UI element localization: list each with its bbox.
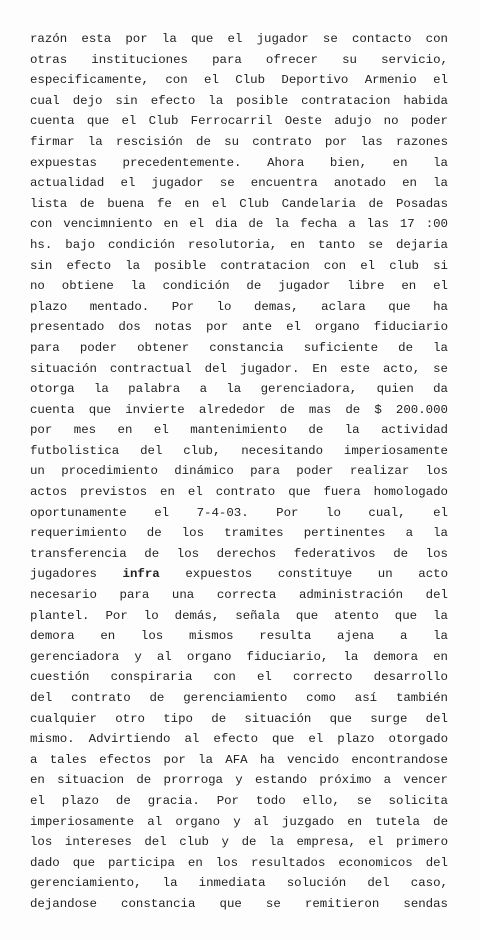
text-line: dejandose constancia que se remitieron sendas xyxy=(30,896,448,911)
text-line: los intereses del club y de la empresa, el primero xyxy=(30,835,448,850)
text-line: requerimiento de los tramites pertinentes a la xyxy=(30,526,448,541)
text-line: presentado dos notas por ante el organo fiduciario xyxy=(30,320,448,335)
text-line: plazo mentado. Por lo demas, aclara que ha xyxy=(30,299,448,314)
text-line-with-bold xyxy=(30,564,448,585)
text-line: especificamente, con el Club Deportivo Armenio el xyxy=(30,73,448,88)
text-line: para poder obtener constancia suficiente de la xyxy=(30,340,448,355)
text-line: razón esta por la que el jugador se contacto con xyxy=(30,32,448,46)
text-line: gerenciadora y al organo fiduciario, la demora en xyxy=(30,649,448,664)
text-line: actos previstos en el contrato que fuera homologado xyxy=(30,485,448,500)
text-line: situación contractual del jugador. En este acto, se xyxy=(30,361,448,376)
text-line: a tales efectos por la AFA ha vencido encontrandose xyxy=(30,752,448,767)
bold-word: infra xyxy=(122,567,160,582)
text-line: el plazo de gracia. Por todo ello, se solicita xyxy=(30,793,448,808)
text-line: otorga la palabra a la gerenciadora, quien da xyxy=(30,382,448,397)
text-line: con vencimniento en el dia de la fecha a las 17 :00 xyxy=(30,217,448,232)
text-line: mismo. Advirtiendo al efecto que el plazo otorgado xyxy=(30,732,448,747)
text-line: gerenciamiento, la inmediata solución del caso, xyxy=(30,876,448,891)
text-line: futbolistica del club, necesitando imperiosamente xyxy=(30,443,448,458)
text-segment: expuestos constituye un acto xyxy=(159,567,449,582)
text-line: sin efecto la posible contratacion con el club si xyxy=(30,258,448,273)
text-line: lista de buena fe en el Club Candelaria de Posadas xyxy=(30,196,448,211)
text-line: necesario para una correcta administración del xyxy=(30,588,448,603)
text-line: cuestión conspiraria con el correcto desarrollo xyxy=(30,670,448,685)
text-line: transferencia de los derechos federativos de los xyxy=(30,546,448,561)
text-line: otras instituciones para ofrecer su servicio, xyxy=(30,52,448,67)
text-line: del contrato de gerenciamiento como así también xyxy=(30,691,448,705)
text-line: dado que participa en los resultados economicos del xyxy=(30,855,448,870)
text-line: expuestas precedentemente. Ahora bien, en la xyxy=(30,155,448,170)
text-line: plantel. Por lo demás, señala que atento que la xyxy=(30,608,448,623)
text-line: actualidad el jugador se encuentra anotado en la xyxy=(30,176,448,191)
text-line: firmar la rescisión de su contrato por las razones xyxy=(30,134,448,149)
text-segment: jugadores xyxy=(30,567,123,582)
text-line: imperiosamente al organo y al juzgado en tutela de xyxy=(30,814,448,829)
text-line: cuenta que el Club Ferrocarril Oeste adujo no poder xyxy=(30,114,448,129)
text-line: hs. bajo condición resolutoria, en tanto se dejaria xyxy=(30,237,448,252)
text-line: no obtiene la condición de jugador libre en el xyxy=(30,279,448,294)
text-line: cualquier otro tipo de situación que surge del xyxy=(30,711,448,726)
text-line: cuenta que invierte alrededor de mas de $ 200.000 xyxy=(30,402,448,417)
text-line: demora en los mismos resulta ajena a la xyxy=(30,629,448,644)
text-line: en situacion de prorroga y estando próximo a vencer xyxy=(30,773,448,788)
text-line: cual dejo sin efecto la posible contratacion habida xyxy=(30,93,448,108)
text-line: oportunamente el 7-4-03. Por lo cual, el xyxy=(30,505,448,520)
text-line: por mes en el mantenimiento de la actividad xyxy=(30,423,448,438)
text-line: un procedimiento dinámico para poder realizar los xyxy=(30,464,448,479)
document-body-text xyxy=(30,29,448,915)
